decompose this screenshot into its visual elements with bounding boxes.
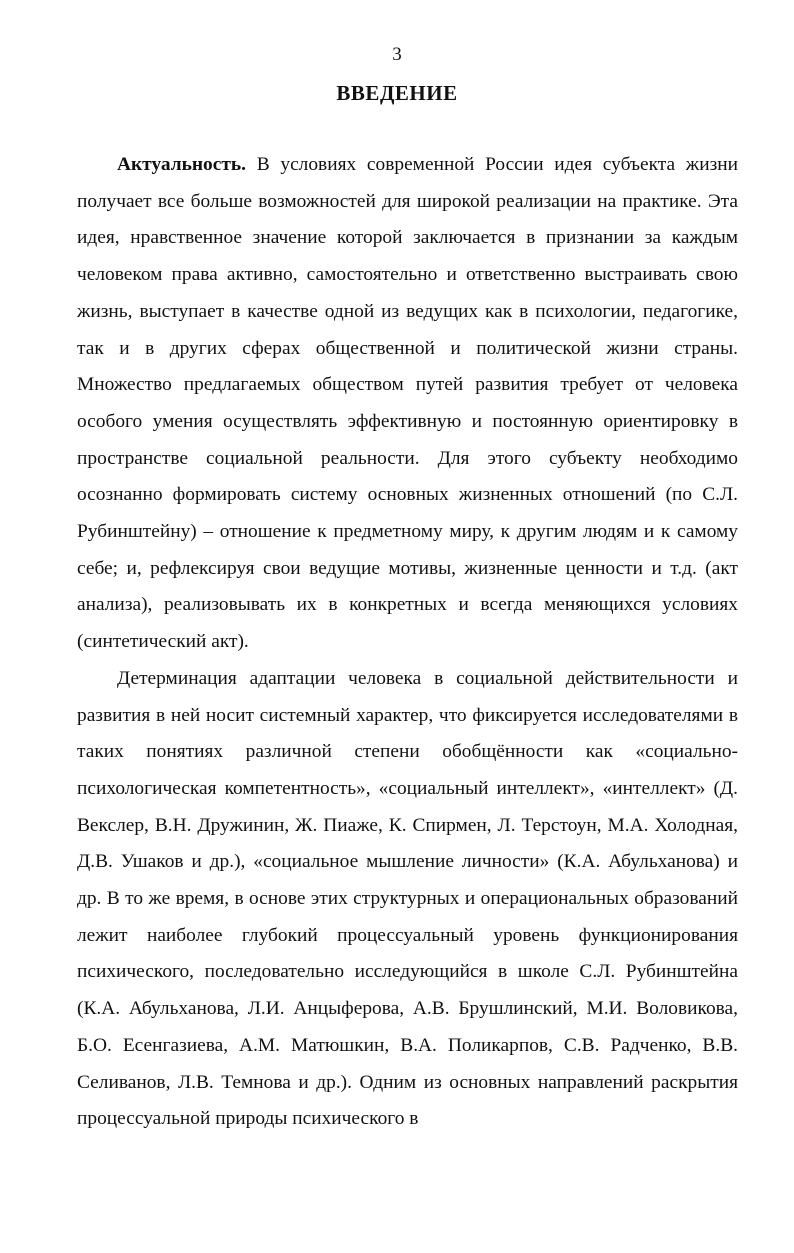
paragraph-text: В условиях современной России идея субъекта жизни получает все больше возможностей для широкой реализации на практике. Эта идея, нравственное значение которой заключается в признании за каждым человеком права активно, самостоятельно и ответственно выстраивать свою жизнь, выступает в качестве одной из ведущих как в психологии, педагогике, так и в других сферах общественной и политической жизни страны. Множество предлагаемых обществом путей развития требует от человека особого умения осуществлять эффективную и постоянную ориентировку в пространстве социальной реальности. Для этого субъекту необходимо осознанно формировать систему основных жизненных отношений (по С.Л. Рубинштейну) – отношение к предметному миру, к другим людям и к самому себе; и, рефлексируя свои ведущие мотивы, жизненные ценности и т.д. (акт анализа), реализовывать их в конкретных и всегда меняющихся условиях (синтетический акт). (77, 154, 738, 653)
body-text (77, 147, 738, 1138)
page-number: 3 (392, 44, 402, 65)
paragraph-lead-term: Актуальность. (117, 154, 246, 175)
paragraph-relevance (77, 147, 738, 661)
paragraph-text: Детерминация адаптации человека в социальной действительности и развития в ней носит системный характер, что фиксируется исследователями в таких понятиях различной степени обобщённости как «социально-психологическая компетентность», «социальный интеллект», «интеллект» (Д. Векслер, В.Н. Дружинин, Ж. Пиаже, К. Спирмен, Л. Терстоун, М.А. Холодная, Д.В. Ушаков и др.), «социальное мышление личности» (К.А. Абульханова) и др. В то же время, в основе этих структурных и операциональных образований лежит наиболее глубокий процессуальный уровень функционирования психического, последовательно исследующийся в школе С.Л. Рубинштейна (К.А. Абульханова, Л.И. Анцыферова, А.В. Брушлинский, М.И. Воловикова, Б.О. Есенгазиева, А.М. Матюшкин, В.А. Поликарпов, С.В. Радченко, В.В. Селиванов, Л.В. Темнова и др.). Одним из основных направлений раскрытия процессуальной природы психического в (77, 667, 738, 1130)
section-heading: ВВЕДЕНИЕ (336, 81, 458, 105)
paragraph-determination (77, 661, 738, 1138)
